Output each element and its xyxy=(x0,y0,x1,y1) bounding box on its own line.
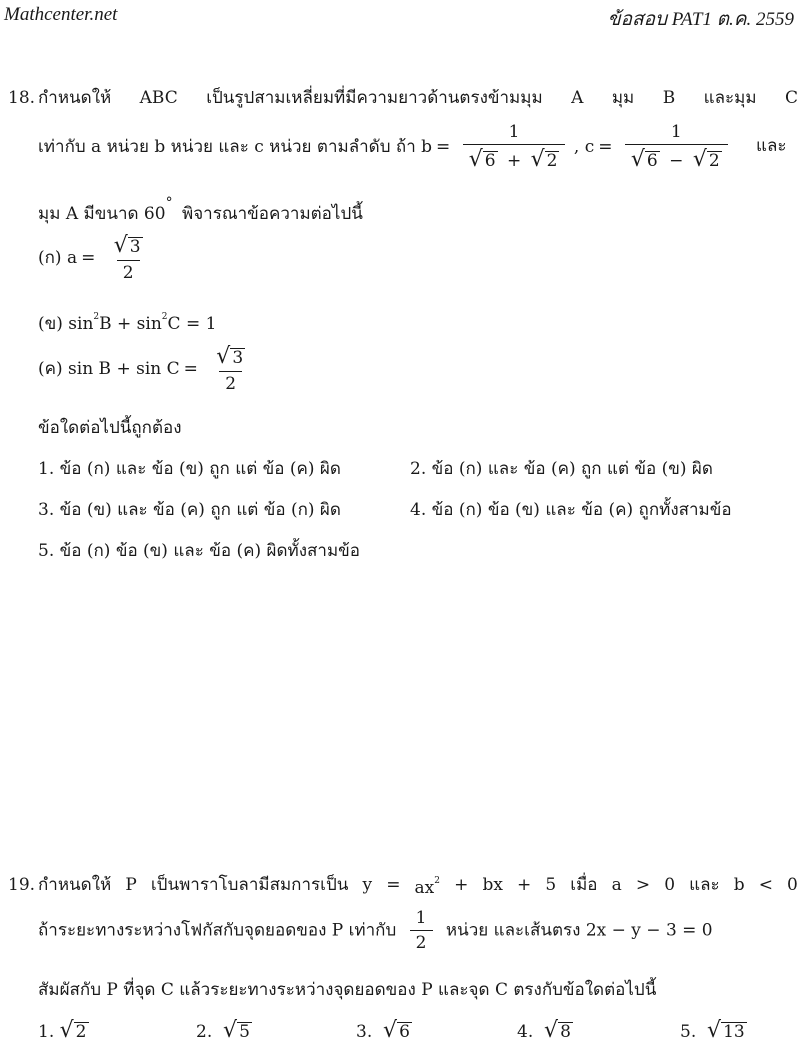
q19-word: กำหนดให้ xyxy=(38,875,112,895)
sqrt-radicand: 2 xyxy=(75,1022,87,1043)
q19-number: 19. xyxy=(8,875,36,895)
q18-word: B xyxy=(662,88,676,108)
q19-word: < xyxy=(758,875,773,895)
fraction-denominator: 2 xyxy=(117,260,140,282)
q19-word: y xyxy=(362,875,373,895)
q19-line2-pre: ถ้าระยะทางระหว่างโฟกัสกับจุดยอดของ P เท่ากับ xyxy=(38,920,397,941)
q19-word: เป็นพาราโบลามีสมการเป็น xyxy=(150,875,349,895)
c-fraction-denominator: √ 6 − √ 2 xyxy=(625,144,728,171)
c-fraction xyxy=(625,124,728,171)
statement-b-end: C = 1 xyxy=(167,314,217,334)
q19-word: a xyxy=(611,875,622,895)
q19-choice-2: 2. √ 5 xyxy=(196,1018,250,1043)
q18-word: เป็นรูปสามเหลี่ยมที่มีความยาวด้านตรงข้ามมุม xyxy=(206,88,543,108)
q19-word: 0 xyxy=(664,875,676,895)
sqrt-radicand: 2 xyxy=(708,151,720,172)
angle-text: มุม A มีขนาด 60 xyxy=(38,204,166,224)
q18-ask: ข้อใดต่อไปนี้ถูกต้อง xyxy=(38,418,182,438)
c-fraction-numerator: 1 xyxy=(670,122,682,142)
sqrt-radicand: 6 xyxy=(399,1022,410,1043)
q19-line2-post: หน่วย และเส้นตรง 2x − y − 3 = 0 xyxy=(445,920,713,941)
statement-b-label: (ข) sin xyxy=(38,314,94,334)
q19-word: + xyxy=(454,875,469,895)
statement-c: (ค) sin B + sin C = √ 3 2 xyxy=(38,346,254,393)
choice-3: 3. ข้อ (ข) และ ข้อ (ค) ถูก แต่ ข้อ (ก) ผิด xyxy=(38,500,341,520)
statement-a-fraction: √ 3 2 xyxy=(113,233,141,283)
q18-word: และมุม xyxy=(703,88,757,108)
q18-line1 xyxy=(38,90,798,107)
q19-word: > xyxy=(635,875,651,895)
exponent: 2 xyxy=(93,312,100,322)
q18-line3 xyxy=(38,196,363,223)
q19-choice-3: 3. √ 6 xyxy=(356,1018,410,1043)
b-fraction xyxy=(463,124,566,171)
q18-line2-text: เท่ากับ a หน่วย b หน่วย และ c หน่วย ตามลำดับ ถ้า b xyxy=(38,137,433,157)
degree-symbol: ° xyxy=(165,195,173,211)
exam-title: ข้อสอบ PAT1 ต.ค. 2559 xyxy=(607,9,794,30)
choice-4: 4. ข้อ (ก) ข้อ (ข) และ ข้อ (ค) ถูกทั้งสามข้อ xyxy=(410,500,732,520)
q19-choice-1: 1. √ 2 xyxy=(38,1018,87,1043)
c-label: , c xyxy=(573,137,595,157)
fraction-denominator: 2 xyxy=(219,371,242,393)
q19-line2 xyxy=(38,910,713,952)
q18-and: และ xyxy=(756,136,787,156)
q18-word: ABC xyxy=(139,88,178,108)
statement-b xyxy=(38,313,216,333)
operator: − xyxy=(669,151,684,171)
statement-a-label: (ก) a xyxy=(38,248,78,268)
choice-2: 2. ข้อ (ก) และ ข้อ (ค) ถูก แต่ ข้อ (ข) ผิด xyxy=(410,459,713,479)
exponent: 2 xyxy=(161,312,168,322)
sqrt-radicand: 6 xyxy=(484,151,496,172)
q18-word: C xyxy=(784,88,798,108)
q19-word: 5 xyxy=(545,875,557,895)
b-fraction-numerator: 1 xyxy=(508,122,520,142)
q19-line1 xyxy=(38,877,798,897)
q18-line2: เท่ากับ a หน่วย b หน่วย และ c หน่วย ตามลำดับ ถ้า b = 1 √ 6 + √ 2 , c = 1 √ 6 − √ 2 xyxy=(38,124,731,171)
statement-a: (ก) a = √ 3 2 xyxy=(38,235,152,282)
q19-fraction xyxy=(410,910,433,952)
q18-word: มุม xyxy=(611,88,635,108)
q19-word: 0 xyxy=(787,875,798,895)
choice-5: 5. ข้อ (ก) ข้อ (ข) และ ข้อ (ค) ผิดทั้งสามข้อ xyxy=(38,541,360,561)
exponent: 2 xyxy=(434,876,440,886)
statement-b-middle: B + sin xyxy=(99,314,162,334)
q18-word: กำหนดให้ xyxy=(38,88,112,108)
sqrt-radicand: 6 xyxy=(646,151,658,172)
sqrt-radicand: 3 xyxy=(129,237,141,258)
fraction-numerator: 1 xyxy=(415,908,427,928)
q19-word: bx xyxy=(482,875,503,895)
choice-1: 1. ข้อ (ก) และ ข้อ (ข) ถูก แต่ ข้อ (ค) ผิด xyxy=(38,459,341,479)
sqrt-radicand: 3 xyxy=(232,348,244,369)
q18-word: A xyxy=(571,88,584,108)
sqrt-radicand: 5 xyxy=(239,1022,250,1043)
q19-choice-5: 5. √ 13 xyxy=(680,1018,745,1043)
q19-word: $ax^2$ xyxy=(414,876,440,898)
sqrt-radicand: 2 xyxy=(546,151,558,172)
consider-text: พิจารณาข้อความต่อไปนี้ xyxy=(181,204,363,224)
fraction-denominator: 2 xyxy=(410,930,433,952)
q18-number: 18. xyxy=(8,88,36,108)
q19-word: เมื่อ xyxy=(570,875,598,895)
q19-word: = xyxy=(386,875,401,895)
b-fraction-denominator: √ 6 + √ 2 xyxy=(463,144,566,171)
q19-word: P xyxy=(125,875,137,895)
statement-c-label: (ค) sin B + sin C xyxy=(38,359,180,379)
operator: + xyxy=(506,151,522,171)
site-name: Mathcenter.net xyxy=(4,4,118,25)
statement-c-fraction: √ 3 2 xyxy=(216,344,244,394)
q19-word: และ xyxy=(689,875,720,895)
sqrt-radicand: 8 xyxy=(560,1022,571,1043)
q19-word: b xyxy=(733,875,745,895)
q19-choice-4: 4. √ 8 xyxy=(517,1018,571,1043)
q19-word: + xyxy=(517,875,532,895)
q19-line3: สัมผัสกับ P ที่จุด C แล้วระยะทางระหว่างจุดยอดของ P และจุด C ตรงกับข้อใดต่อไปนี้ xyxy=(38,980,657,1000)
sqrt-radicand: 13 xyxy=(723,1022,745,1043)
